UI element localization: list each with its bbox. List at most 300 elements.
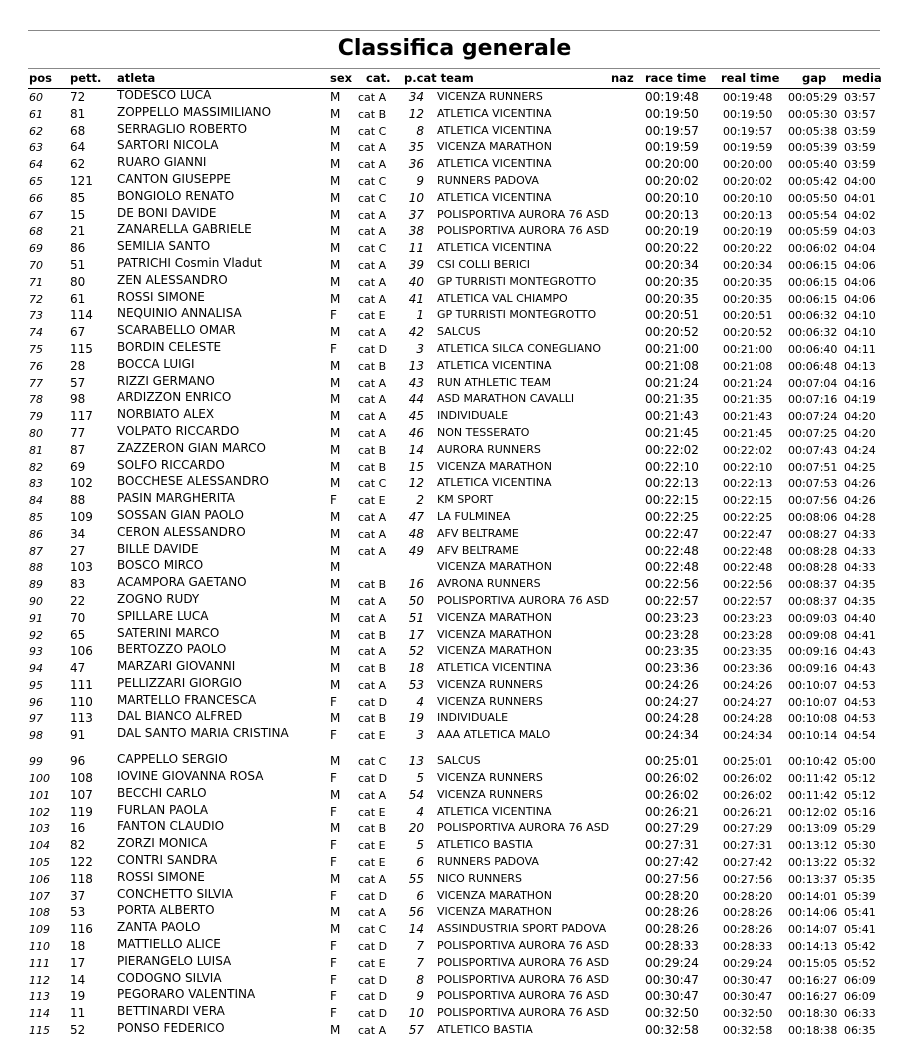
row-category-position: 12 [408, 106, 424, 121]
row-real-time: 00:21:24 [723, 376, 773, 390]
row-pos: 90 [29, 594, 43, 608]
row-sex: M [330, 207, 341, 222]
row-media: 04:02 [844, 208, 876, 222]
row-media: 05:39 [844, 889, 876, 903]
row-media: 04:20 [844, 426, 876, 440]
row-pos: 103 [29, 822, 50, 836]
row-real-time: 00:20:13 [723, 208, 773, 222]
table-row [0, 608, 909, 628]
row-gap: 00:07:25 [788, 426, 838, 440]
row-team: RUNNERS PADOVA [437, 173, 539, 187]
row-real-time: 00:23:23 [723, 611, 773, 625]
row-category: cat D [358, 1007, 388, 1021]
row-gap: 00:08:37 [788, 578, 838, 592]
athlete-name: BORDIN CELESTE [117, 339, 222, 354]
row-team: INDIVIDUALE [437, 711, 509, 725]
row-media: 04:01 [844, 191, 876, 205]
row-pos: 91 [29, 611, 43, 625]
row-pos: 71 [29, 275, 43, 289]
row-media: 04:06 [844, 275, 876, 289]
row-category-position: 18 [408, 661, 424, 676]
row-media: 04:24 [844, 443, 876, 457]
row-race-time: 00:20:00 [645, 157, 699, 172]
row-sex: F [330, 694, 337, 709]
row-media: 04:43 [844, 662, 876, 676]
row-media: 04:43 [844, 645, 876, 659]
row-sex: M [330, 610, 341, 625]
row-race-time: 00:26:02 [645, 771, 699, 786]
row-category: cat B [358, 359, 387, 373]
row-category: cat E [358, 494, 386, 508]
row-real-time: 00:28:26 [723, 906, 773, 920]
row-race-time: 00:22:48 [645, 543, 699, 558]
row-race-time: 00:32:58 [645, 1023, 699, 1038]
row-team: ATLETICA VICENTINA [437, 358, 552, 372]
athlete-name: DE BONI DAVIDE [117, 205, 217, 220]
row-sex: F [330, 972, 337, 987]
row-gap: 00:06:02 [788, 242, 838, 256]
row-team: ASSINDUSTRIA SPORT PADOVA [437, 922, 607, 936]
page-title: Classifica generale [337, 36, 572, 61]
row-race-time: 00:28:26 [645, 905, 699, 920]
row-pett: 47 [70, 661, 86, 676]
row-gap: 00:07:43 [788, 443, 838, 457]
row-category: cat A [358, 510, 387, 524]
row-real-time: 00:20:00 [723, 158, 773, 172]
row-media: 05:52 [844, 956, 876, 970]
row-sex: F [330, 838, 337, 853]
row-media: 04:26 [844, 477, 876, 491]
row-team: ATLETICA VICENTINA [437, 804, 552, 818]
row-pos: 61 [29, 107, 43, 121]
row-pett: 109 [70, 509, 93, 524]
row-real-time: 00:19:57 [723, 124, 773, 138]
row-pett: 57 [70, 375, 86, 390]
row-pos: 77 [29, 376, 43, 390]
athlete-name: SCARABELLO OMAR [117, 323, 236, 338]
row-gap: 00:10:14 [788, 729, 838, 743]
row-pett: 115 [70, 341, 93, 356]
row-sex: M [330, 190, 341, 205]
row-pos: 78 [29, 393, 43, 407]
row-sex: M [330, 871, 341, 886]
row-pos: 73 [29, 309, 43, 323]
athlete-name: ARDIZZON ENRICO [117, 390, 232, 405]
row-gap: 00:09:16 [788, 662, 838, 676]
row-sex: M [330, 224, 341, 239]
row-category: cat A [358, 208, 387, 222]
row-pett: 114 [70, 308, 93, 323]
row-race-time: 00:19:48 [645, 90, 699, 104]
row-real-time: 00:23:36 [723, 662, 773, 676]
row-category-position: 42 [408, 325, 424, 340]
row-pett: 68 [70, 123, 86, 138]
row-pett: 111 [70, 677, 93, 692]
row-race-time: 00:20:10 [645, 190, 699, 205]
row-race-time: 00:21:45 [645, 425, 699, 440]
athlete-name: CODOGNO SILVIA [117, 970, 222, 985]
row-category: cat D [358, 940, 388, 954]
row-category-position: 13 [408, 754, 424, 769]
row-team: ATLETICO BASTIA [437, 838, 533, 852]
row-category: cat A [358, 906, 387, 920]
row-sex: M [330, 140, 341, 155]
row-category: cat A [358, 225, 387, 239]
row-sex: M [330, 106, 341, 121]
row-team: VICENZA MARATHON [437, 610, 552, 624]
row-real-time: 00:28:26 [723, 923, 773, 937]
row-team: INDIVIDUALE [437, 409, 509, 423]
row-category-position: 35 [408, 140, 424, 155]
athlete-name: PELLIZZARI GIORGIO [117, 675, 242, 690]
row-category-position: 10 [408, 1006, 424, 1021]
athlete-name: CONCHETTO SILVIA [117, 886, 233, 901]
row-media: 05:42 [844, 940, 876, 954]
row-media: 04:10 [844, 309, 876, 323]
athlete-name: ZORZI MONICA [117, 836, 208, 851]
athlete-name: PONSO FEDERICO [117, 1021, 225, 1036]
row-pos: 93 [29, 645, 43, 659]
athlete-name: MARTELLO FRANCESCA [117, 692, 257, 707]
row-real-time: 00:28:33 [723, 940, 773, 954]
row-race-time: 00:30:47 [645, 972, 699, 987]
row-real-time: 00:21:35 [723, 393, 773, 407]
row-pett: 110 [70, 694, 93, 709]
row-pett: 86 [70, 241, 86, 256]
row-sex: M [330, 821, 341, 836]
row-pett: 77 [70, 425, 86, 440]
row-pos: 94 [29, 662, 43, 676]
row-sex: F [330, 955, 337, 970]
row-category-position: 51 [408, 610, 424, 625]
row-sex: F [330, 341, 337, 356]
col-sex: sex [330, 71, 353, 85]
row-category-position: 36 [408, 157, 424, 172]
row-pett: 117 [70, 409, 93, 424]
athlete-name: MATTIELLO ALICE [117, 937, 221, 952]
row-pos: 83 [29, 477, 43, 491]
row-pett: 72 [70, 90, 86, 104]
row-pos: 96 [29, 695, 43, 709]
row-team: ATLETICA VICENTINA [437, 157, 552, 171]
row-gap: 00:06:32 [788, 326, 838, 340]
athlete-name: BOCCA LUIGI [117, 356, 195, 371]
row-category-position: 11 [408, 241, 424, 256]
row-team: AAA ATLETICA MALO [437, 728, 551, 742]
athlete-name: ROSSI SIMONE [117, 869, 205, 884]
row-real-time: 00:22:56 [723, 578, 773, 592]
row-category-position: 37 [408, 207, 424, 222]
title-rule [28, 68, 880, 69]
athlete-name: NEQUINIO ANNALISA [117, 306, 242, 321]
row-real-time: 00:19:59 [723, 141, 773, 155]
athlete-name: TODESCO LUCA [117, 88, 212, 102]
row-team: ATLETICA VICENTINA [437, 661, 552, 675]
row-sex: M [330, 157, 341, 172]
row-team: LA FULMINEA [437, 509, 511, 523]
row-pett: 14 [70, 972, 86, 987]
row-sex: M [330, 442, 341, 457]
row-team: VICENZA MARATHON [437, 644, 552, 658]
row-race-time: 00:19:59 [645, 140, 699, 155]
row-sex: M [330, 476, 341, 491]
row-category: cat A [358, 678, 387, 692]
row-media: 04:33 [844, 527, 876, 541]
row-category: cat A [358, 393, 387, 407]
row-media: 04:40 [844, 611, 876, 625]
row-category: cat E [358, 729, 386, 743]
row-category-position: 46 [408, 425, 424, 440]
row-gap: 00:05:40 [788, 158, 838, 172]
row-real-time: 00:22:13 [723, 477, 773, 491]
row-real-time: 00:24:34 [723, 729, 773, 743]
row-team: POLISPORTIVA AURORA 76 ASD [437, 1006, 610, 1020]
row-pos: 102 [29, 805, 50, 819]
row-category: cat B [358, 662, 387, 676]
row-team: POLISPORTIVA AURORA 76 ASD [437, 207, 610, 221]
athlete-name: ZAZZERON GIAN MARCO [117, 440, 266, 455]
row-team: VICENZA MARATHON [437, 140, 552, 154]
row-gap: 00:14:13 [788, 940, 838, 954]
row-category: cat C [358, 755, 387, 769]
row-category: cat D [358, 695, 388, 709]
row-gap: 00:07:56 [788, 494, 838, 508]
row-real-time: 00:26:02 [723, 772, 773, 786]
row-pett: 80 [70, 274, 86, 289]
row-pett: 103 [70, 560, 93, 575]
row-race-time: 00:22:56 [645, 577, 699, 592]
row-race-time: 00:26:02 [645, 787, 699, 802]
athlete-name: ACAMPORA GAETANO [117, 575, 247, 590]
row-real-time: 00:24:26 [723, 678, 773, 692]
row-pos: 72 [29, 292, 43, 306]
row-category-position: 39 [408, 257, 424, 272]
row-category-position: 56 [408, 905, 424, 920]
row-sex: M [330, 543, 341, 558]
row-gap: 00:05:42 [788, 174, 838, 188]
row-team: VICENZA RUNNERS [437, 771, 543, 785]
row-sex: M [330, 392, 341, 407]
row-media: 04:10 [844, 326, 876, 340]
row-real-time: 00:27:42 [723, 856, 773, 870]
row-media: 05:12 [844, 788, 876, 802]
row-pos: 114 [29, 1007, 50, 1021]
row-media: 05:35 [844, 872, 876, 886]
row-real-time: 00:30:47 [723, 990, 773, 1004]
row-sex: M [330, 241, 341, 256]
row-category: cat C [358, 124, 387, 138]
row-gap: 00:07:51 [788, 460, 838, 474]
row-pett: 53 [70, 905, 86, 920]
row-sex: M [330, 274, 341, 289]
row-pett: 96 [70, 754, 86, 769]
row-media: 04:13 [844, 359, 876, 373]
row-real-time: 00:20:51 [723, 309, 773, 323]
row-category-position: 19 [408, 711, 424, 726]
row-pos: 97 [29, 712, 43, 726]
row-pos: 65 [29, 174, 43, 188]
row-media: 04:11 [844, 342, 876, 356]
row-pett: 22 [70, 593, 86, 608]
athlete-name: PEGORARO VALENTINA [117, 987, 256, 1002]
row-team: NICO RUNNERS [437, 871, 523, 885]
row-sex: M [330, 905, 341, 920]
row-race-time: 00:20:02 [645, 173, 699, 188]
row-category-position: 15 [408, 459, 424, 474]
row-pos: 106 [29, 872, 50, 886]
row-pos: 85 [29, 510, 43, 524]
row-category-position: 13 [408, 358, 424, 373]
row-category: cat B [358, 443, 387, 457]
row-sex: M [330, 526, 341, 541]
row-gap: 00:13:09 [788, 822, 838, 836]
row-category: cat B [358, 460, 387, 474]
row-category-position: 20 [408, 821, 424, 836]
row-sex: F [330, 804, 337, 819]
row-media: 04:03 [844, 225, 876, 239]
row-race-time: 00:24:26 [645, 677, 699, 692]
athlete-name: BOCCHESE ALESSANDRO [117, 474, 269, 489]
row-team: VICENZA MARATHON [437, 560, 552, 574]
row-category-position: 7 [416, 939, 424, 954]
row-pett: 65 [70, 627, 86, 642]
row-category: cat E [358, 856, 386, 870]
row-category: cat E [358, 309, 386, 323]
row-sex: M [330, 1023, 341, 1038]
row-race-time: 00:20:51 [645, 308, 699, 323]
row-race-time: 00:21:43 [645, 409, 699, 424]
row-real-time: 00:22:02 [723, 443, 773, 457]
row-gap: 00:14:07 [788, 923, 838, 937]
row-team: POLISPORTIVA AURORA 76 ASD [437, 972, 610, 986]
row-sex: M [330, 509, 341, 524]
row-pett: 82 [70, 838, 86, 853]
row-real-time: 00:22:47 [723, 527, 773, 541]
row-category: cat B [358, 822, 387, 836]
row-team: ATLETICA VAL CHIAMPO [437, 291, 568, 305]
row-category: cat A [358, 376, 387, 390]
row-team: POLISPORTIVA AURORA 76 ASD [437, 989, 610, 1003]
row-gap: 00:05:54 [788, 208, 838, 222]
row-pos: 75 [29, 342, 43, 356]
row-team: SALCUS [437, 325, 481, 339]
row-race-time: 00:27:56 [645, 871, 699, 886]
row-pos: 113 [29, 990, 50, 1004]
row-pett: 17 [70, 955, 86, 970]
row-team: VICENZA RUNNERS [437, 677, 543, 691]
row-media: 04:04 [844, 242, 876, 256]
row-team: SALCUS [437, 754, 481, 768]
athlete-name: ZOPPELLO MASSIMILIANO [117, 104, 272, 119]
row-category: cat E [358, 956, 386, 970]
row-sex: M [330, 409, 341, 424]
row-real-time: 00:32:58 [723, 1024, 773, 1038]
row-race-time: 00:29:24 [645, 955, 699, 970]
row-team: ASD MARATHON CAVALLI [437, 392, 575, 406]
row-category-position: 6 [416, 888, 424, 903]
row-pos: 99 [29, 755, 43, 769]
row-real-time: 00:23:28 [723, 628, 773, 642]
table-row [0, 728, 909, 754]
row-pett: 88 [70, 493, 86, 508]
row-pos: 60 [29, 91, 43, 104]
row-pos: 68 [29, 225, 43, 239]
row-real-time: 00:29:24 [723, 956, 773, 970]
row-category-position: 9 [416, 989, 424, 1004]
row-pos: 92 [29, 628, 43, 642]
row-category-position: 52 [408, 644, 424, 659]
row-sex: M [330, 291, 341, 306]
row-team: RUNNERS PADOVA [437, 855, 539, 869]
athlete-name: ZOGNO RUDY [117, 591, 200, 606]
table-row [0, 1023, 909, 1040]
row-pett: 18 [70, 939, 86, 954]
row-media: 05:16 [844, 805, 876, 819]
row-pett: 16 [70, 821, 86, 836]
row-category: cat A [358, 788, 387, 802]
row-pos: 69 [29, 242, 43, 256]
row-media: 04:26 [844, 494, 876, 508]
row-team: VICENZA MARATHON [437, 905, 552, 919]
row-category: cat A [358, 527, 387, 541]
row-pett: 102 [70, 476, 93, 491]
athlete-name: ZANTA PAOLO [117, 920, 201, 935]
row-media: 05:00 [844, 755, 876, 769]
row-category: cat B [358, 578, 387, 592]
row-race-time: 00:22:13 [645, 476, 699, 491]
row-category: cat B [358, 712, 387, 726]
row-category: cat A [358, 258, 387, 272]
row-race-time: 00:21:00 [645, 341, 699, 356]
row-pos: 89 [29, 578, 43, 592]
row-category: cat A [358, 410, 387, 424]
row-pett: 67 [70, 325, 86, 340]
row-race-time: 00:22:25 [645, 509, 699, 524]
row-media: 05:32 [844, 856, 876, 870]
row-category-position: 49 [408, 543, 424, 558]
row-gap: 00:11:42 [788, 788, 838, 802]
row-media: 04:53 [844, 695, 876, 709]
row-category: cat A [358, 91, 387, 104]
row-team: VICENZA MARATHON [437, 459, 552, 473]
row-real-time: 00:24:28 [723, 712, 773, 726]
row-sex: M [330, 677, 341, 692]
row-race-time: 00:22:47 [645, 526, 699, 541]
row-pett: 85 [70, 190, 86, 205]
row-team: NON TESSERATO [437, 425, 530, 439]
row-sex: M [330, 711, 341, 726]
row-team: POLISPORTIVA AURORA 76 ASD [437, 224, 610, 238]
row-sex: M [330, 425, 341, 440]
row-sex: F [330, 308, 337, 323]
row-media: 04:16 [844, 376, 876, 390]
athlete-name: NORBIATO ALEX [117, 407, 215, 422]
col-pos: pos [29, 71, 52, 85]
row-media: 04:53 [844, 712, 876, 726]
col-media: media [842, 71, 882, 85]
row-race-time: 00:20:34 [645, 257, 699, 272]
row-category-position: 34 [408, 90, 424, 104]
row-category-position: 1 [416, 308, 424, 323]
row-pos: 86 [29, 527, 43, 541]
athlete-name: PATRICHI Cosmin Vladut [117, 255, 262, 270]
row-pett: 121 [70, 173, 93, 188]
row-real-time: 00:20:10 [723, 191, 773, 205]
athlete-name: PIERANGELO LUISA [117, 953, 232, 968]
col-race-time: race time [645, 71, 707, 85]
row-pett: 116 [70, 922, 93, 937]
row-gap: 00:07:16 [788, 393, 838, 407]
